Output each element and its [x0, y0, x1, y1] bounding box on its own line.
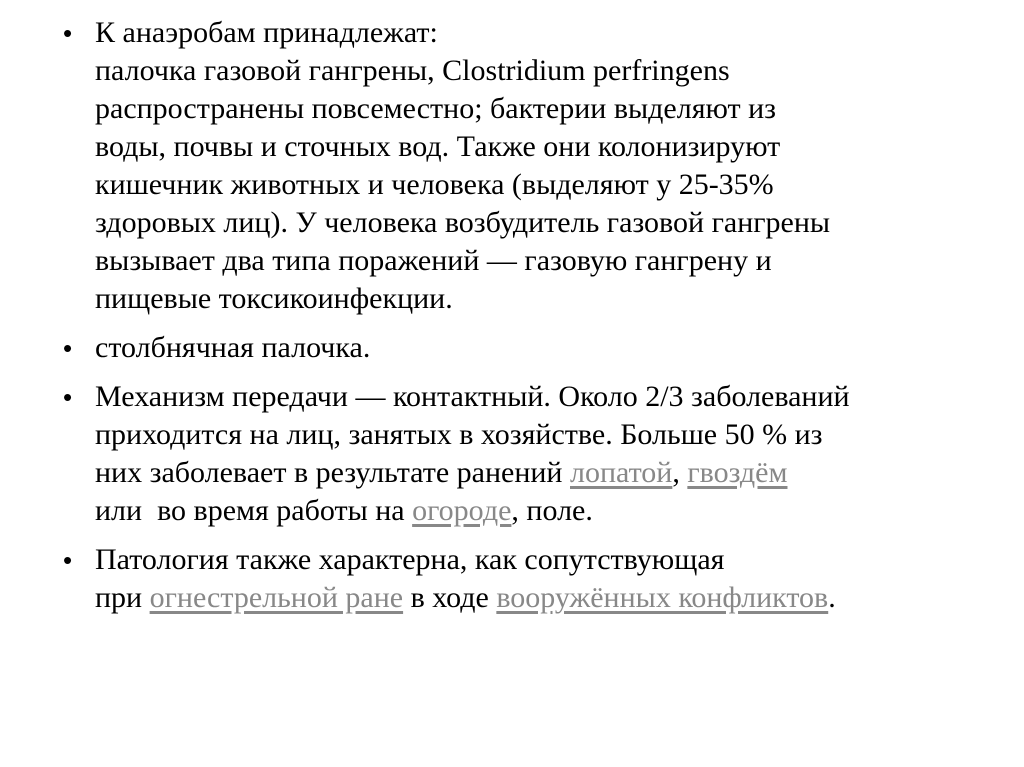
bullet-marker-icon: • [63, 333, 73, 363]
text-segment: пищевые токсикоинфекции. [95, 282, 453, 315]
text-line [95, 52, 830, 90]
text-segment: приходится на лиц, занятых в хозяйстве. Больше 50 % из [95, 418, 823, 451]
inline-link[interactable]: гвоздём [687, 456, 788, 489]
text-segment: Патология также характерна, как сопутствующая [95, 543, 725, 576]
text-segment: кишечник животных и человека (выделяют у 25-35% [95, 168, 774, 201]
text-segment: распространены повсеместно; бактерии выделяют из [95, 92, 777, 125]
text-segment: столбнячная палочка. [95, 331, 371, 364]
text-segment: Механизм передачи — контактный. Около 2/3 заболеваний [95, 380, 850, 413]
text-line [95, 454, 850, 492]
text-line [95, 541, 836, 579]
bullet-item [63, 14, 983, 318]
text-line [95, 579, 836, 617]
bullet-list [63, 14, 983, 628]
bullet-item [63, 329, 983, 367]
text-segment: , [672, 456, 688, 489]
text-line [95, 128, 830, 166]
text-line [95, 378, 850, 416]
bullet-item [63, 541, 983, 617]
text-segment: или во время работы на [95, 494, 413, 527]
inline-link[interactable]: вооружённых конфликтов [496, 581, 829, 614]
bullet-text [95, 14, 830, 318]
text-line [95, 204, 830, 242]
text-segment: К анаэробам принадлежат: [95, 16, 438, 49]
bullet-item [63, 378, 983, 530]
text-line [95, 90, 830, 128]
bullet-text [95, 541, 836, 617]
inline-link[interactable]: огнестрельной ране [149, 581, 404, 614]
text-segment: . [828, 581, 836, 614]
text-segment: , поле. [511, 494, 593, 527]
text-segment: здоровых лиц). У человека возбудитель газовой гангрены [95, 206, 831, 239]
text-line [95, 14, 830, 52]
inline-link[interactable]: лопатой [570, 456, 673, 489]
text-line [95, 166, 830, 204]
text-segment: палочка газовой гангрены, Clostridium perfringens [95, 54, 730, 87]
text-line [95, 416, 850, 454]
text-line [95, 280, 830, 318]
text-segment: воды, почвы и сточных вод. Также они колонизируют [95, 130, 781, 163]
bullet-text [95, 378, 850, 530]
inline-link[interactable]: огороде [412, 494, 512, 527]
bullet-text [95, 329, 370, 367]
text-line [95, 329, 370, 367]
bullet-marker-icon: • [63, 382, 73, 412]
text-segment: вызывает два типа поражений — газовую гангрену и [95, 244, 772, 277]
text-segment: при [95, 581, 150, 614]
bullet-marker-icon: • [63, 545, 73, 575]
bullet-marker-icon: • [63, 18, 73, 48]
text-segment: них заболевает в результате ранений [95, 456, 570, 489]
text-line [95, 492, 850, 530]
text-line [95, 242, 830, 280]
text-segment: в ходе [403, 581, 497, 614]
